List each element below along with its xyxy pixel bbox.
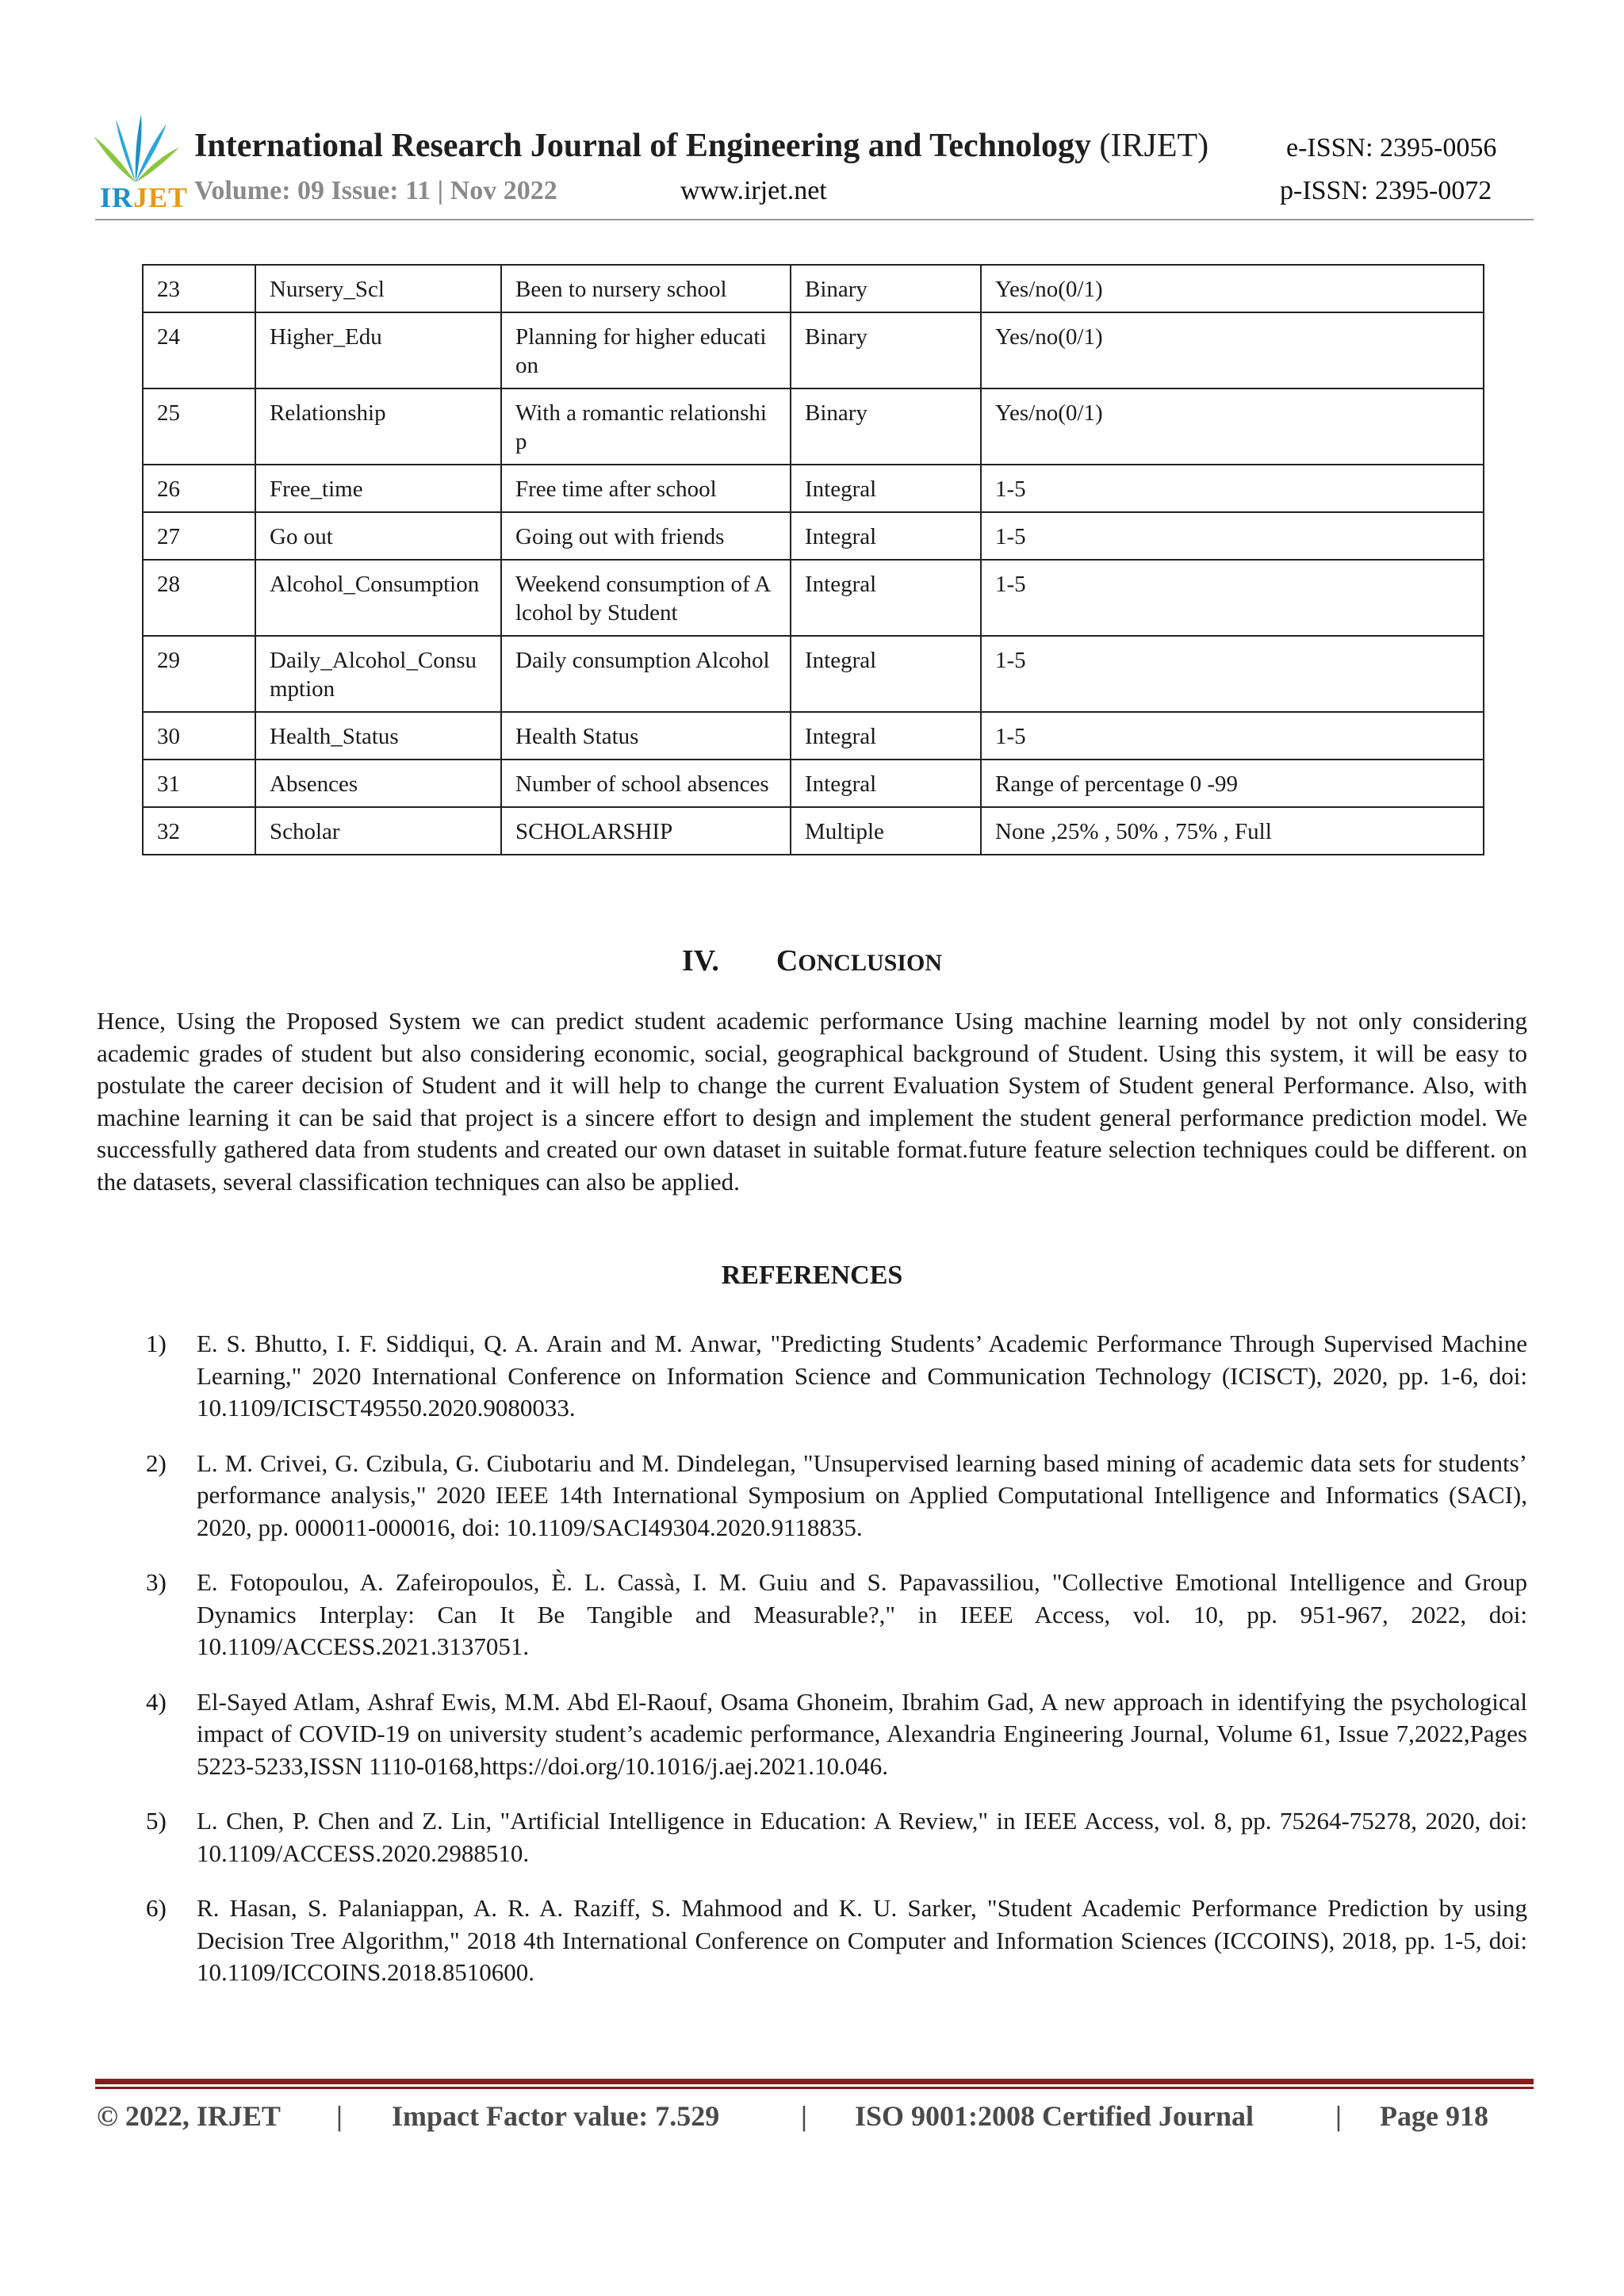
type-cell: Integral bbox=[791, 512, 981, 560]
type-cell: Integral bbox=[791, 636, 981, 712]
description-cell: SCHOLARSHIP bbox=[501, 807, 791, 855]
values-cell: Yes/no(0/1) bbox=[981, 312, 1484, 388]
values-cell: None ,25% , 50% , 75% , Full bbox=[981, 807, 1484, 855]
reference-text: E. S. Bhutto, I. F. Siddiqui, Q. A. Arain and M. Anwar, "Predicting Students’ Academic Performance Through Supervised Machine Learning," 2020 International Conference on Information Science and Communication Technology (ICISCT), 2020, pp. 1-6, doi: 10.1109/ICISCT49550.2020.9080033. bbox=[197, 1330, 1527, 1422]
type-cell: Integral bbox=[791, 560, 981, 636]
type-cell: Integral bbox=[791, 760, 981, 807]
table-row bbox=[143, 636, 1484, 712]
p-issn: p-ISSN: 2395-0072 bbox=[1280, 176, 1492, 205]
reference-text: R. Hasan, S. Palaniappan, A. R. A. Raziff, S. Mahmood and K. U. Sarker, "Student Academic Performance Prediction by using Decision Tree Algorithm," 2018 4th International Conference on Computer and Information Sciences (ICCOINS), 2018, pp. 1-5, doi: 10.1109/ICCOINS.2018.8510600. bbox=[197, 1894, 1527, 1986]
attribute-name-cell: Absences bbox=[255, 760, 501, 807]
attribute-name-cell: Go out bbox=[255, 512, 501, 560]
page-header bbox=[0, 0, 1624, 230]
header-divider bbox=[95, 219, 1534, 220]
row-number-cell: 30 bbox=[143, 712, 255, 760]
journal-abbr: (IRJET) bbox=[1099, 128, 1209, 164]
reference-text: L. Chen, P. Chen and Z. Lin, "Artificial Intelligence in Education: A Review," in IEEE Access, vol. 8, pp. 75264-75278, 2020, doi: 10.1109/ACCESS.2020.2988510. bbox=[197, 1807, 1527, 1867]
type-cell: Multiple bbox=[791, 807, 981, 855]
footer-rule bbox=[95, 2079, 1534, 2084]
reference-item bbox=[0, 1805, 1624, 1869]
logo-wordmark: IRJET bbox=[100, 182, 189, 213]
row-number-cell: 24 bbox=[143, 312, 255, 388]
values-cell: Yes/no(0/1) bbox=[981, 388, 1484, 465]
type-cell: Binary bbox=[791, 265, 981, 312]
table-row bbox=[143, 388, 1484, 465]
row-number-cell: 26 bbox=[143, 465, 255, 512]
row-number-cell: 23 bbox=[143, 265, 255, 312]
conclusion-heading: IV. CONCLUSION bbox=[682, 944, 942, 978]
irjet-logo bbox=[89, 113, 189, 213]
values-cell: Yes/no(0/1) bbox=[981, 265, 1484, 312]
footer-iso: ISO 9001:2008 Certified Journal bbox=[855, 2100, 1254, 2132]
description-cell: Number of school absences bbox=[501, 760, 791, 807]
values-cell: 1-5 bbox=[981, 465, 1484, 512]
type-cell: Integral bbox=[791, 712, 981, 760]
values-cell: 1-5 bbox=[981, 560, 1484, 636]
reference-item bbox=[0, 1686, 1624, 1783]
type-cell: Binary bbox=[791, 388, 981, 465]
description-cell: Daily consumption Alcohol bbox=[501, 636, 791, 712]
table-row bbox=[143, 712, 1484, 760]
conclusion-body: Hence, Using the Proposed System we can predict student academic performance Using machine learning model by not only considering academic grades of student but also considering economic, social, geographical background of Student. Using this system, it will be easy to postulate the career decision of Student and it will help to change the current Evaluation System of Student general Performance. Also, with machine learning it can be said that project is a sincere effort to design and implement the student general performance prediction model. We successfully gathered data from students and created our own dataset in suitable format.future feature selection techniques could be different. on the datasets, several classification techniques can also be applied. bbox=[97, 1007, 1527, 1196]
description-cell: Health Status bbox=[501, 712, 791, 760]
table-row bbox=[143, 512, 1484, 560]
attribute-name-cell: Scholar bbox=[255, 807, 501, 855]
type-cell: Integral bbox=[791, 465, 981, 512]
leaf-logo-icon bbox=[89, 113, 182, 186]
type-cell: Binary bbox=[791, 312, 981, 388]
values-cell: Range of percentage 0 -99 bbox=[981, 760, 1484, 807]
footer-copyright: © 2022, IRJET bbox=[97, 2100, 281, 2132]
attribute-name-cell: Relationship bbox=[255, 388, 501, 465]
description-cell: With a romantic relationship bbox=[501, 388, 791, 465]
description-cell: Been to nursery school bbox=[501, 265, 791, 312]
journal-website[interactable]: www.irjet.net bbox=[680, 176, 827, 205]
description-cell: Planning for higher education bbox=[501, 312, 791, 388]
e-issn: e-ISSN: 2395-0056 bbox=[1286, 133, 1497, 163]
references-heading: REFERENCES bbox=[721, 1261, 903, 1290]
row-number-cell: 29 bbox=[143, 636, 255, 712]
row-number-cell: 28 bbox=[143, 560, 255, 636]
footer-separator: | bbox=[801, 2100, 807, 2132]
footer-impact-factor: Impact Factor value: 7.529 bbox=[392, 2100, 720, 2132]
reference-item bbox=[0, 1892, 1624, 1989]
attribute-name-cell: Free_time bbox=[255, 465, 501, 512]
reference-text: E. Fotopoulou, A. Zafeiropoulos, È. L. Cassà, I. M. Guiu and S. Papavassiliou, "Collective Emotional Intelligence and Group Dynamics Interplay: Can It Be Tangible and Measurable?," in IEEE Access, vol. 10, pp. 951-967, 2022, doi: 10.1109/ACCESS.2021.3137051. bbox=[197, 1568, 1527, 1660]
references-list bbox=[0, 1328, 1624, 2012]
reference-number: 5) bbox=[146, 1807, 167, 1835]
description-cell: Going out with friends bbox=[501, 512, 791, 560]
table-row bbox=[143, 560, 1484, 636]
row-number-cell: 25 bbox=[143, 388, 255, 465]
values-cell: 1-5 bbox=[981, 712, 1484, 760]
values-cell: 1-5 bbox=[981, 636, 1484, 712]
row-number-cell: 31 bbox=[143, 760, 255, 807]
description-cell: Free time after school bbox=[501, 465, 791, 512]
footer-rule-thin bbox=[95, 2087, 1534, 2089]
reference-item bbox=[0, 1328, 1624, 1425]
row-number-cell: 32 bbox=[143, 807, 255, 855]
journal-title: International Research Journal of Engineering and Technology (IRJET) bbox=[194, 128, 1209, 164]
reference-text: L. M. Crivei, G. Czibula, G. Ciubotariu and M. Dindelegan, "Unsupervised learning based mining of academic data sets for students’ performance analysis," 2020 IEEE 14th International Symposium on Applied Computational Intelligence and Informatics (SACI), 2020, pp. 000011-000016, doi: 10.1109/SACI49304.2020.9118835. bbox=[197, 1448, 1527, 1541]
table-row bbox=[143, 265, 1484, 312]
table-row bbox=[143, 465, 1484, 512]
reference-number: 1) bbox=[146, 1330, 167, 1357]
table-row bbox=[143, 760, 1484, 807]
attribute-name-cell: Nursery_Scl bbox=[255, 265, 501, 312]
values-cell: 1-5 bbox=[981, 512, 1484, 560]
footer-separator: | bbox=[1335, 2100, 1342, 2132]
attribute-name-cell: Health_Status bbox=[255, 712, 501, 760]
reference-item bbox=[0, 1567, 1624, 1663]
attributes-table bbox=[142, 264, 1483, 855]
reference-number: 3) bbox=[146, 1568, 167, 1596]
attribute-name-cell: Higher_Edu bbox=[255, 312, 501, 388]
footer-page-number: Page 918 bbox=[1380, 2100, 1488, 2132]
attribute-name-cell: Alcohol_Consumption bbox=[255, 560, 501, 636]
reference-text: El-Sayed Atlam, Ashraf Ewis, M.M. Abd El-Raouf, Osama Ghoneim, Ibrahim Gad, A new approach in identifying the psychological impact of COVID-19 on university student’s academic performance, Alexandria Engineering Journal, Volume 61, Issue 7,2022,Pages 5223-5233,ISSN 1110-0168,https://doi.org/10.1016/j.aej.2021.10.046. bbox=[197, 1687, 1527, 1780]
description-cell: Weekend consumption of Alcohol by Student bbox=[501, 560, 791, 636]
table-row bbox=[143, 312, 1484, 388]
volume-issue: Volume: 09 Issue: 11 | Nov 2022 bbox=[194, 176, 557, 205]
reference-number: 6) bbox=[146, 1894, 167, 1922]
reference-number: 4) bbox=[146, 1687, 167, 1716]
footer-separator: | bbox=[336, 2100, 343, 2132]
section-number: IV. bbox=[682, 944, 719, 978]
row-number-cell: 27 bbox=[143, 512, 255, 560]
reference-number: 2) bbox=[146, 1448, 167, 1477]
reference-item bbox=[0, 1448, 1624, 1544]
table-row bbox=[143, 807, 1484, 855]
attribute-name-cell: Daily_Alcohol_Consumption bbox=[255, 636, 501, 712]
